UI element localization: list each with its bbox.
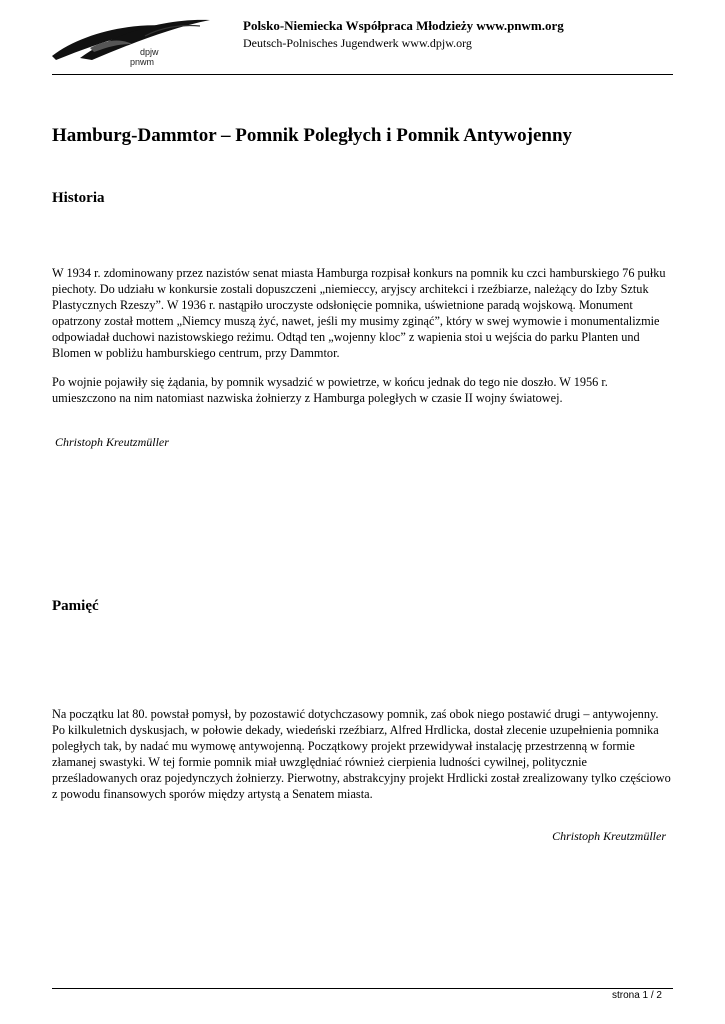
paragraph: Po wojnie pojawiły się żądania, by pomnik wysadzić w powietrze, w końcu jednak do tego nie doszło. W 1956 r. umieszczono na nim natomiast nazwiska żołnierzy z Hamburga poległych w czasie II wojny światowej. xyxy=(52,375,608,406)
header-org-polish: Polsko-Niemiecka Współpraca Młodzieży www.pnwm.org xyxy=(243,18,564,33)
page-title: Hamburg-Dammtor – Pomnik Poległych i Pomnik Antywojenny xyxy=(52,125,573,146)
section-heading-historia: Historia xyxy=(52,190,105,206)
header-rule xyxy=(52,74,673,75)
footer-rule xyxy=(52,988,673,989)
header-org-german: Deutsch-Polnisches Jugendwerk www.dpjw.org xyxy=(243,36,472,50)
dpjw-logo xyxy=(50,14,215,70)
paragraph: Na początku lat 80. powstał pomysł, by pozostawić dotychczasowy pomnik, zaś obok niego postawić drugi – antywojenny. Po kilkuletnich dyskusjach, w połowie dekady, wiedeński rzeźbiarz, Alfred Hrdlicka, dostał zlecenie uzupełnienia pomnika poległych tak, by nadać mu wymowę antywojenną. Początkowy projekt przewidywał instalację przestrzenną w formie złamanej swastyki. W tej formie pomnik miał uwzględniać również cierpienia ludności cywilnej, politycznie prześladowanych oraz pojedynczych żołnierzy. Pierwotny, abstrakcyjny projekt Hrdlicki został zrealizowany tylko częściowo z powodu finansowych sporów między artystą a Senatem miasta. xyxy=(52,707,671,802)
logo-text-pnwm: pnwm xyxy=(130,57,155,67)
author-signature: Christoph Kreutzmüller xyxy=(552,829,666,843)
logo-text-dpjw: dpjw xyxy=(140,47,159,57)
section-heading-pamiec: Pamięć xyxy=(52,598,99,614)
paragraph: W 1934 r. zdominowany przez nazistów senat miasta Hamburga rozpisał konkurs na pomnik ku czci hamburskiego 76 pułku piechoty. Do udziału w konkursie zostali dopuszczeni „niemieccy, aryjscy architekci i rzeźbiarze, należący do Izby Sztuk Plastycznych Rzeszy”. W 1936 r. nastąpiło uroczyste odsłonięcie pomnika, uświetnione paradą wojskową. Monument opatrzony został mottem „Niemcy muszą żyć, nawet, jeśli my musimy zginąć”, który w swej wymowie i monumentalizmie odpowiadał duchowi nazistowskiego reżimu. Odtąd ten „wojenny kloc” z wapienia stoi u wejścia do parku Planten und Blomen w pobliżu hamburskiego centrum, przy Dammtor. xyxy=(52,266,666,361)
page-number: strona 1 / 2 xyxy=(611,990,662,1001)
author-signature: Christoph Kreutzmüller xyxy=(55,435,169,449)
